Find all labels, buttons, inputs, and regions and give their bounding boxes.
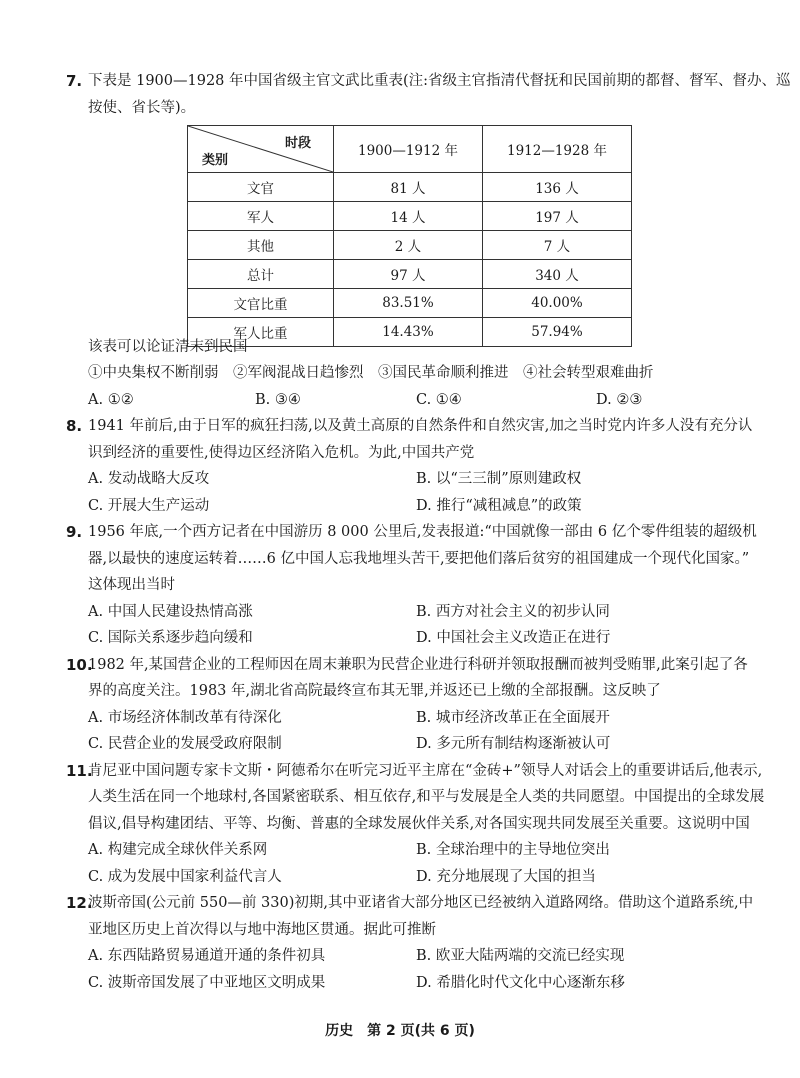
- table-header-period-2: 1912—1928 年: [483, 126, 632, 173]
- question-8-option-d[interactable]: D. 推行“减租减息”的政策: [416, 498, 582, 514]
- table-corner-cell: [188, 126, 334, 173]
- question-12-stem-line-1: 波斯帝国(公元前 550—前 330)初期,其中亚诸省大部分地区已经被纳入道路网络。借助这个道路系统,中: [88, 895, 754, 911]
- question-10-number: 10.: [66, 656, 93, 674]
- cell-period-1: 14.43%: [334, 318, 483, 347]
- cell-period-1: 97 人: [334, 260, 483, 289]
- row-label: 文官: [188, 173, 334, 202]
- question-10-option-c[interactable]: C. 民营企业的发展受政府限制: [88, 736, 282, 752]
- cell-period-2: 40.00%: [483, 289, 632, 318]
- question-8-option-c[interactable]: C. 开展大生产运动: [88, 498, 210, 514]
- question-11-stem-line-3: 倡议,倡导构建团结、平等、均衡、普惠的全球发展伙伴关系,对各国实现共同发展至关重要。这说明中国: [88, 816, 750, 832]
- table-row: [188, 173, 632, 202]
- question-11-option-a[interactable]: A. 构建完成全球伙伴关系网: [88, 842, 268, 858]
- question-7-number: 7.: [66, 72, 83, 90]
- table-row: [188, 318, 632, 347]
- question-9-stem-line-2: 器,以最快的速度运转着……6 亿中国人忘我地埋头苦干,要把他们落后贫穷的祖国建成一个现代化国家。”: [88, 551, 750, 567]
- question-11-option-b[interactable]: B. 全球治理中的主导地位突出: [416, 842, 610, 858]
- question-11-stem-line-2: 人类生活在同一个地球村,各国紧密联系、相互依存,和平与发展是全人类的共同愿望。中国提出的全球发展: [88, 789, 765, 805]
- question-10-option-b[interactable]: B. 城市经济改革正在全面展开: [416, 710, 610, 726]
- question-12-number: 12.: [66, 894, 93, 912]
- table-row: [188, 202, 632, 231]
- question-8-option-b[interactable]: B. 以“三三制”原则建政权: [416, 471, 582, 487]
- corner-category-label: 类别: [202, 153, 229, 168]
- question-9-option-d[interactable]: D. 中国社会主义改造正在进行: [416, 630, 611, 646]
- row-label: 军人: [188, 202, 334, 231]
- question-9-option-a[interactable]: A. 中国人民建设热情高涨: [88, 604, 253, 620]
- row-label: 总计: [188, 260, 334, 289]
- question-12-option-a[interactable]: A. 东西陆路贸易通道开通的条件初具: [88, 948, 326, 964]
- question-8-option-a[interactable]: A. 发动战略大反攻: [88, 471, 210, 487]
- question-10-option-a[interactable]: A. 市场经济体制改革有待深化: [88, 710, 282, 726]
- question-10-stem-line-1: 1982 年,某国营企业的工程师因在周末兼职为民营企业进行科研并领取报酬而被判受贿罪,此案引起了各: [88, 657, 748, 673]
- question-8-stem-line-2: 识到经济的重要性,使得边区经济陷入危机。为此,中国共产党: [88, 445, 475, 461]
- row-label: 其他: [188, 231, 334, 260]
- question-7-prompt: 该表可以论证清末到民国: [88, 339, 248, 355]
- question-11-option-c[interactable]: C. 成为发展中国家利益代言人: [88, 869, 282, 885]
- cell-period-2: 340 人: [483, 260, 632, 289]
- question-7-statements: ①中央集权不断削弱 ②军阀混战日趋惨烈 ③国民革命顺利推进 ④社会转型艰难曲折: [88, 365, 654, 381]
- question-12-stem-line-2: 亚地区历史上首次得以与地中海地区贯通。据此可推断: [88, 922, 436, 938]
- question-10-stem-line-2: 界的高度关注。1983 年,湖北省高院最终宣布其无罪,并返还已上缴的全部报酬。这反映了: [88, 683, 661, 699]
- question-12-option-b[interactable]: B. 欧亚大陆两端的交流已经实现: [416, 948, 625, 964]
- question-9-stem-line-1: 1956 年底,一个西方记者在中国游历 8 000 公里后,发表报道:“中国就像一部由 6 亿个零件组装的超级机: [88, 524, 757, 540]
- question-7-option-b[interactable]: B. ③④: [255, 392, 301, 408]
- question-11-stem-line-1: 肯尼亚中国问题专家卡文斯・阿德希尔在听完习近平主席在“金砖+”领导人对话会上的重要讲话后,他表示,: [88, 763, 763, 779]
- official-ratio-table: [187, 125, 632, 347]
- table-row: [188, 260, 632, 289]
- question-7-option-d[interactable]: D. ②③: [596, 392, 643, 408]
- cell-period-2: 57.94%: [483, 318, 632, 347]
- question-7-stem-line-2: 按使、省长等)。: [88, 100, 196, 116]
- question-8-number: 8.: [66, 417, 83, 435]
- question-9-stem-line-3: 这体现出当时: [88, 577, 175, 593]
- table-row: [188, 231, 632, 260]
- cell-period-2: 136 人: [483, 173, 632, 202]
- cell-period-1: 83.51%: [334, 289, 483, 318]
- question-11-option-d[interactable]: D. 充分地展现了大国的担当: [416, 869, 596, 885]
- question-7-option-c[interactable]: C. ①④: [416, 392, 462, 408]
- corner-period-label: 时段: [284, 136, 311, 151]
- row-label: 文官比重: [188, 289, 334, 318]
- cell-period-2: 197 人: [483, 202, 632, 231]
- cell-period-2: 7 人: [483, 231, 632, 260]
- question-7-option-a[interactable]: A. ①②: [88, 392, 134, 408]
- page-footer: 历史 第 2 页(共 6 页): [325, 1023, 475, 1039]
- cell-period-1: 81 人: [334, 173, 483, 202]
- question-9-option-b[interactable]: B. 西方对社会主义的初步认同: [416, 604, 610, 620]
- question-12-option-c[interactable]: C. 波斯帝国发展了中亚地区文明成果: [88, 975, 326, 991]
- question-8-stem-line-1: 1941 年前后,由于日军的疯狂扫荡,以及黄土高原的自然条件和自然灾害,加之当时党内许多人没有充分认: [88, 418, 753, 434]
- question-7-stem-line-1: 下表是 1900—1928 年中国省级主官文武比重表(注:省级主官指清代督抚和民国前期的都督、督军、督办、巡: [88, 73, 791, 89]
- question-9-number: 9.: [66, 523, 83, 541]
- cell-period-1: 14 人: [334, 202, 483, 231]
- table-row: [188, 289, 632, 318]
- question-11-number: 11.: [66, 762, 93, 780]
- table-header-period-1: 1900—1912 年: [334, 126, 483, 173]
- question-12-option-d[interactable]: D. 希腊化时代文化中心逐渐东移: [416, 975, 625, 991]
- cell-period-1: 2 人: [334, 231, 483, 260]
- row-label: 军人比重: [188, 318, 334, 347]
- question-10-option-d[interactable]: D. 多元所有制结构逐渐被认可: [416, 736, 611, 752]
- question-9-option-c[interactable]: C. 国际关系逐步趋向缓和: [88, 630, 253, 646]
